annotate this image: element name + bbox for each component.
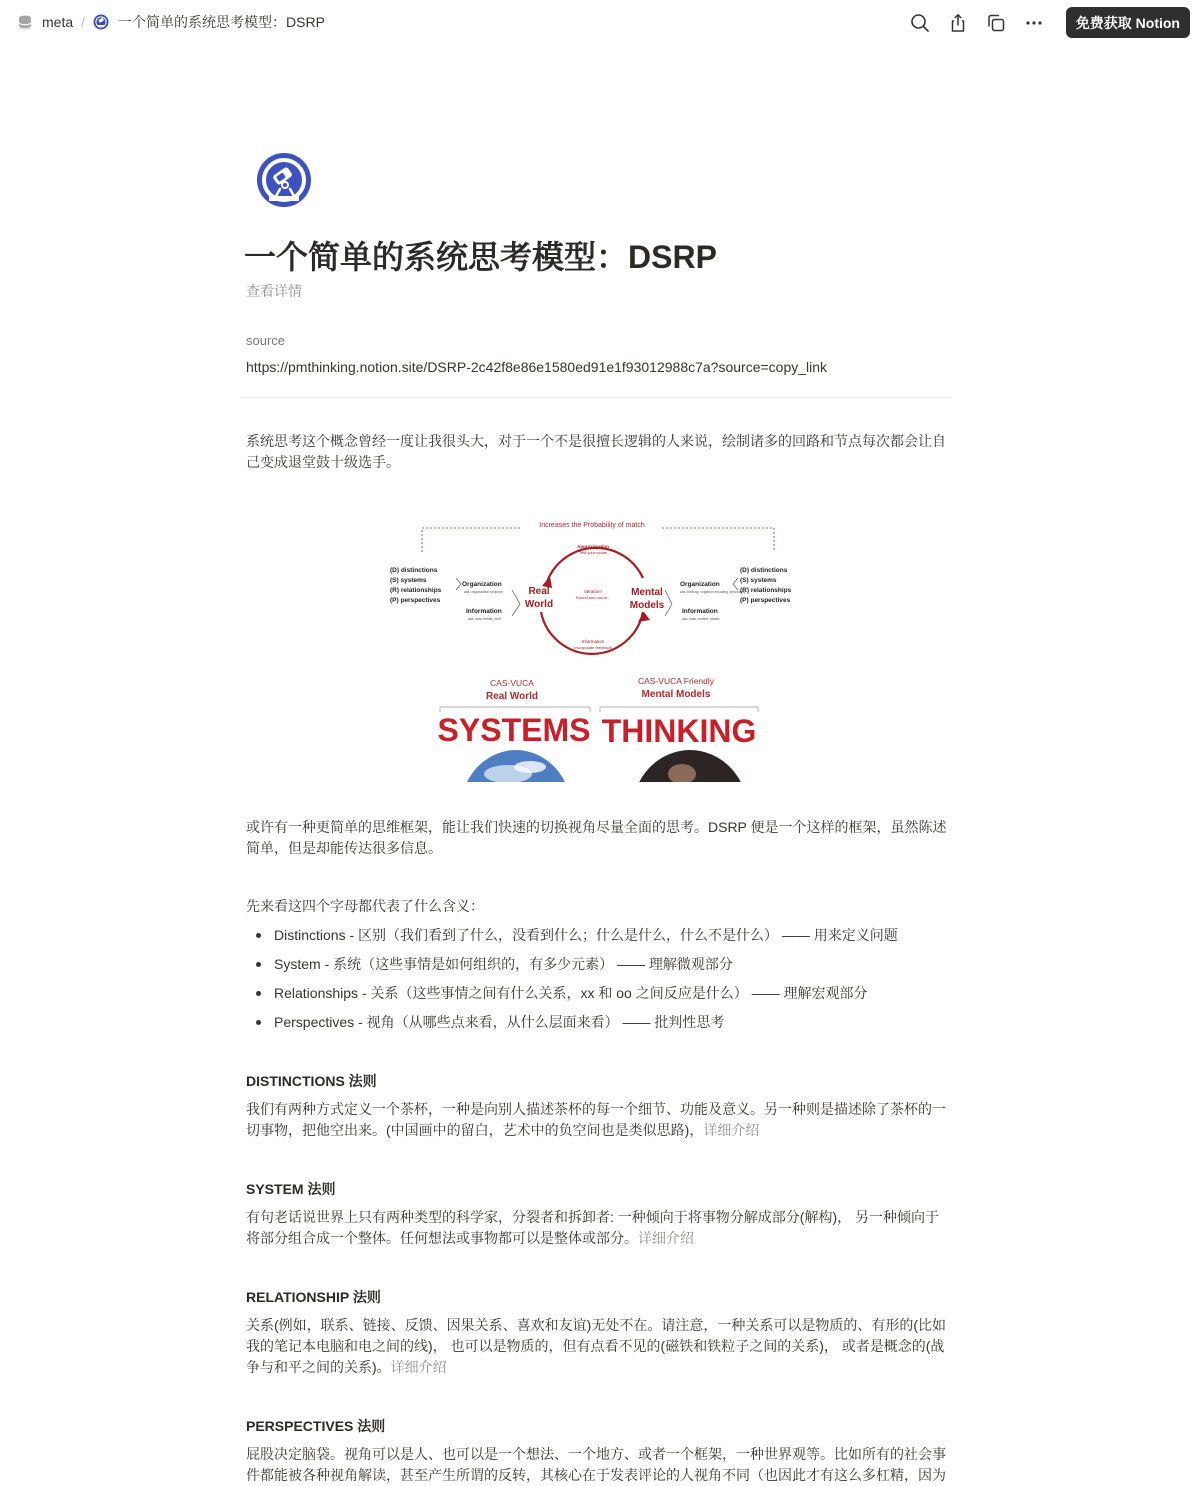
systems-thinking-figure (380, 512, 820, 782)
framework-line-2: 简单，但是却能传达很多信息。 (246, 840, 442, 856)
perspectives-line-1: 屁股决定脑袋。视角可以是人、也可以是一个想法、一个地方、或者一个框架，一种世界观等。比如所有的社会事 (246, 1446, 946, 1462)
heading-distinctions: DISTINCTIONS 法则 (246, 1073, 377, 1089)
breadcrumb-workspace[interactable] (18, 14, 73, 30)
breadcrumb-workspace-label: meta (42, 14, 74, 30)
breadcrumb-separator: / (81, 14, 86, 30)
figure-right-s: (S) systems (740, 577, 777, 584)
person-image (632, 750, 748, 782)
share-icon (948, 13, 968, 33)
figure-left-d: (D) distinctions (390, 567, 438, 574)
figure-left-r: (R) relationships (390, 587, 442, 594)
figure-top-caption: Increases the Probability of match (539, 522, 645, 529)
get-notion-free-button[interactable]: 免费获取 Notion (1066, 7, 1190, 38)
dsrp-bullet-list (246, 925, 952, 1041)
relationship-line-3: 争与和平之间的关系)。 (246, 1359, 391, 1375)
duplicate-icon (986, 13, 1006, 33)
figure-left-information-sub: aka. data, details, stuff (468, 617, 501, 621)
figure-banner-thinking: THINKING (601, 713, 757, 749)
breadcrumb-page-label: 一个简单的系统思考模型：DSRP (118, 14, 325, 30)
top-actions (896, 7, 1190, 38)
distinctions-line-2: 切事物，把他空出来。(中国画中的留白，艺术中的负空间也是类似思路)， (246, 1122, 704, 1138)
figure-banner-systems: SYSTEMS (437, 712, 591, 748)
figure-round-and-round: Round and round... (575, 595, 611, 600)
figure-right-d: (D) distinctions (740, 567, 788, 574)
relationship-line-2: 我的笔记本电脑和电之间的线)， 也可以是物质的，但有点看不见的(磁铁和铁粒子之间的关系)， 或者是概念的(战 (246, 1338, 945, 1354)
figure-cas-right-sub: Mental Models (641, 689, 711, 700)
properties-divider (240, 397, 952, 398)
figure-incorporate-feedback: Incorporate feedback (574, 645, 612, 650)
globe-image (460, 750, 572, 782)
figure-left-information: Information (466, 608, 502, 615)
systems-thinking-diagram (380, 512, 820, 782)
figure-right-information: Information (682, 608, 718, 615)
figure-left-s: (S) systems (390, 577, 427, 584)
heading-system: SYSTEM 法则 (246, 1181, 336, 1197)
view-details-link[interactable]: 查看详情 (246, 283, 302, 299)
figure-right-organization: Organization (680, 581, 720, 588)
distinctions-line-1: 我们有两种方式定义一个茶杯，一种是向别人描述茶杯的每一个细节、功能及意义。另一种则是描述除了茶杯的一 (246, 1101, 946, 1117)
figure-mental-label: Mental (631, 587, 663, 598)
intro-paragraph (246, 431, 952, 473)
perspectives-line-2: 件都能被各种视角解读，甚至产生所谓的反转，其核心在于发表评论的人视角不同（也因此才有这么多杠精，因为 (246, 1467, 946, 1483)
figure-left-p: (P) perspectives (390, 597, 441, 604)
bullet-distinctions: Distinctions - 区别（我们看到了什么，没看到什么；什么是什么，什么不是什么） —— 用来定义问题 (246, 925, 952, 954)
system-paragraph (246, 1207, 952, 1249)
letters-intro: 先来看这四个字母都代表了什么含义： (246, 898, 484, 914)
figure-right-information-sub: aka. data, content, details (682, 617, 720, 621)
intro-line-2: 己变成退堂鼓十级选手。 (246, 454, 400, 470)
distinctions-detail-link[interactable]: 详细介绍 (703, 1122, 760, 1138)
figure-iteration: Iteration! (584, 589, 602, 594)
search-button[interactable] (906, 9, 934, 37)
figure-cas-left-sub: Real World (485, 691, 539, 702)
system-line-2: 将部分组合成一个整体。任何想法或事物都可以是整体或部分。 (246, 1230, 638, 1246)
database-icon (18, 15, 32, 30)
breadcrumb-page[interactable] (93, 12, 325, 32)
figure-cas-left: CAS-VUCA (490, 678, 534, 688)
ellipsis-icon (1024, 13, 1044, 33)
figure-information-bottom: Information (581, 639, 605, 644)
figure-real-label: Real (528, 586, 550, 597)
heading-perspectives: PERSPECTIVES 法则 (246, 1418, 386, 1434)
duplicate-button[interactable] (982, 9, 1010, 37)
share-button[interactable] (944, 9, 972, 37)
intro-line-1: 系统思考这个概念曾经一度让我很头大，对于一个不是很擅长逻辑的人来说，绘制诸多的回路和节点每次都会让自 (246, 433, 946, 449)
telescope-page-icon (93, 14, 109, 30)
figure-test-model: Test your model (578, 550, 608, 555)
bullet-relationships: Relationships - 关系（这些事情之间有什么关系，xx 和 oo 之间反应是什么） —— 理解宏观部分 (246, 983, 952, 1012)
relationship-line-1: 关系(例如，联系、链接、反馈、因果关系、喜欢和友谊)无处不在。请注意，一种关系可以是物质的、有形的(比如 (246, 1317, 946, 1333)
system-detail-link[interactable]: 详细介绍 (638, 1230, 694, 1246)
figure-world-label: World (524, 599, 554, 610)
figure-left-organization-sub: aka. organization structure (464, 590, 503, 594)
figure-right-p: (P) perspectives (740, 597, 791, 604)
figure-right-organization-sub: aka. thinking, cognition encoding, structuring (680, 590, 746, 594)
page-title: 一个简单的系统思考模型：DSRP (244, 239, 717, 275)
framework-line-1: 或许有一种更简单的思维框架，能让我们快速的切换视角尽量全面的思考。DSRP 便是一个这样的框架，虽然陈述 (246, 819, 947, 835)
property-label-source: source (246, 333, 286, 348)
relationship-paragraph (246, 1315, 952, 1378)
heading-relationship: RELATIONSHIP 法则 (246, 1289, 381, 1305)
distinctions-paragraph (246, 1099, 952, 1141)
property-value-source[interactable]: https://pmthinking.notion.site/DSRP-2c42f8e86e1580ed91e1f93012988c7a?source=copy_link (246, 359, 828, 375)
system-line-1: 有句老话说世界上只有两种类型的科学家，分裂者和拆卸者: 一种倾向于将事物分解成部分(解构)， 另一种倾向于 (246, 1209, 939, 1225)
figure-approximation: Approximation (577, 544, 609, 549)
breadcrumb (18, 12, 325, 32)
bullet-perspectives: Perspectives - 视角（从哪些点来看，从什么层面来看） —— 批判性思考 (246, 1012, 952, 1041)
top-bar (0, 0, 1200, 44)
search-icon (910, 13, 930, 33)
bullet-system: System - 系统（这些事情是如何组织的，有多少元素） —— 理解微观部分 (246, 954, 952, 983)
figure-left-organization: Organization (462, 581, 502, 588)
figure-models-label: Models (629, 600, 665, 611)
more-options-button[interactable] (1020, 9, 1048, 37)
framework-paragraph (246, 817, 952, 859)
figure-right-r: (R) relationships (740, 587, 792, 594)
relationship-detail-link[interactable]: 详细介绍 (390, 1359, 447, 1375)
telescope-page-icon (254, 150, 314, 210)
figure-cas-right: CAS-VUCA Friendly (637, 676, 715, 686)
